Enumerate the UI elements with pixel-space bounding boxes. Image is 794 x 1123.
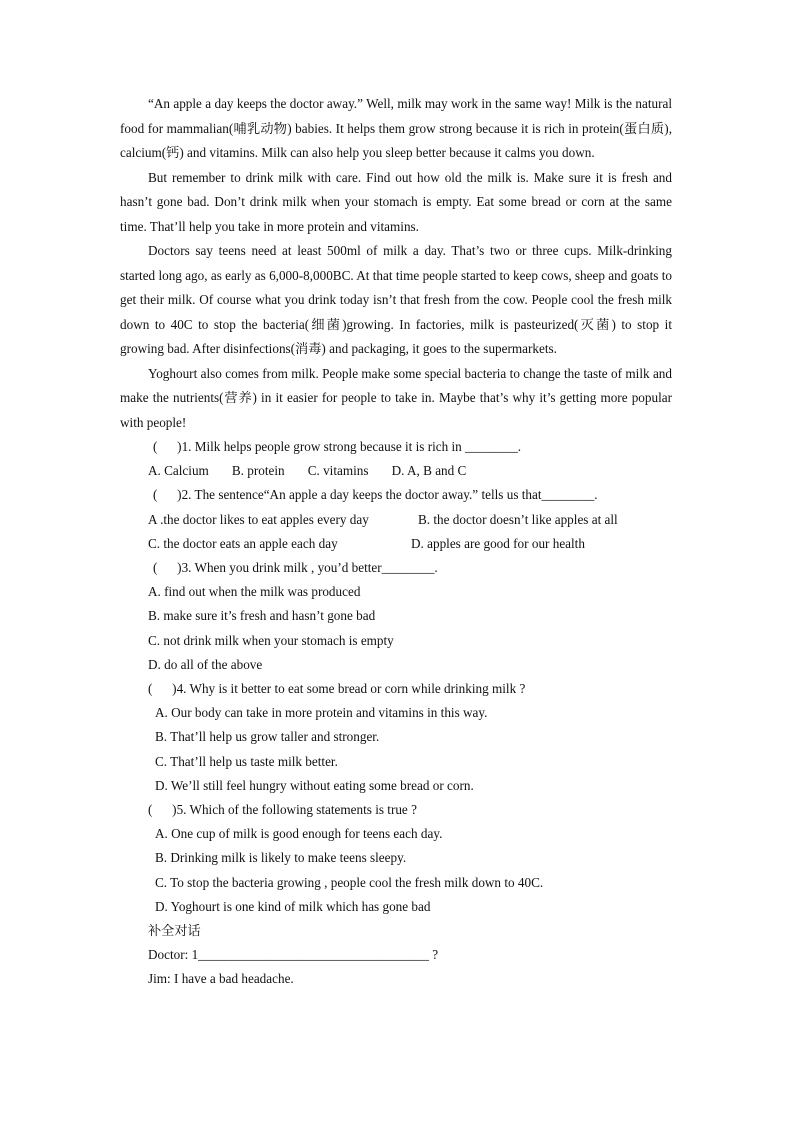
question-5-option-a: A. One cup of milk is good enough for teens each day. (155, 826, 443, 842)
question-5-stem: ( )5. Which of the following statements is true ? (148, 802, 417, 818)
dialogue-section (120, 919, 672, 992)
question-2 (120, 483, 672, 556)
question-3-option-c: C. not drink milk when your stomach is empty (148, 632, 394, 648)
question-2-option-b: B. the doctor doesn’t like apples at all (418, 511, 618, 527)
dialogue-heading: 补全对话 (148, 923, 201, 939)
question-4-stem: ( )4. Why is it better to eat some bread or corn while drinking milk ? (148, 681, 526, 697)
passage-paragraph-1: “An apple a day keeps the doctor away.” Well, milk may work in the same way! Milk is the natural food for mammalian(哺乳动物) babies. It helps them grow strong because it is rich in protein(蛋白质), calcium(钙) and vitamins. Milk can also help you sleep better because it calms you down. (120, 96, 672, 160)
question-5-option-d: D. Yoghourt is one kind of milk which has gone bad (155, 898, 431, 914)
question-5-option-b: B. Drinking milk is likely to make teens sleepy. (155, 850, 407, 866)
question-2-option-c: C. the doctor eats an apple each day (148, 535, 338, 551)
passage-paragraph-3: Doctors say teens need at least 500ml of milk a day. That’s two or three cups. Milk-drinking started long ago, as early as 6,000-8,000BC. At that time people started to keep cows, sheep and goats to get their milk. Of course what you drink today isn’t that fresh from the cow. People cool the fresh milk down to 40C to stop the bacteria(细菌)growing. In factories, milk is pasteurized(灭菌) to stop it growing bad. After disinfections(消毒) and packaging, it goes to the supermarkets. (120, 243, 672, 356)
question-4-option-a: A. Our body can take in more protein and vitamins in this way. (155, 705, 488, 721)
dialogue-line-jim: Jim: I have a bad headache. (148, 971, 294, 987)
question-5 (120, 798, 672, 919)
question-4-option-d: D. We’ll still feel hungry without eating some bread or corn. (155, 777, 474, 793)
question-3-option-d: D. do all of the above (148, 656, 263, 672)
question-1 (120, 435, 672, 483)
document-page (120, 92, 672, 992)
question-1-stem: ( )1. Milk helps people grow strong because it is rich in ________. (153, 439, 522, 454)
question-4-option-c: C. That’ll help us taste milk better. (155, 753, 338, 769)
question-3-option-a: A. find out when the milk was produced (148, 584, 361, 600)
question-3-option-b: B. make sure it’s fresh and hasn’t gone bad (148, 608, 376, 624)
dialogue-line-doctor: Doctor: 1___________________________________ ? (148, 947, 439, 963)
question-2-options-row-1 (120, 508, 672, 532)
question-3 (120, 556, 672, 677)
passage-paragraph-2: But remember to drink milk with care. Find out how old the milk is. Make sure it is fresh and hasn’t gone bad. Don’t drink milk when your stomach is empty. Eat some bread or corn at the same time. That’ll help you take in more protein and vitamins. (120, 169, 672, 234)
question-2-option-a: A .the doctor likes to eat apples every day (148, 511, 369, 527)
question-4-option-b: B. That’ll help us grow taller and stronger. (155, 729, 380, 745)
question-5-option-c: C. To stop the bacteria growing , people cool the fresh milk down to 40C. (155, 874, 544, 890)
question-3-stem: ( )3. When you drink milk , you’d better________. (153, 560, 438, 576)
question-4 (120, 677, 672, 798)
question-2-stem: ( )2. The sentence“An apple a day keeps the doctor away.” tells us that________. (153, 487, 598, 503)
question-1-options: A. Calcium B. protein C. vitamins D. A, B and C (148, 463, 467, 479)
question-2-option-d: D. apples are good for our health (411, 535, 585, 551)
passage-paragraph-4: Yoghourt also comes from milk. People make some special bacteria to change the taste of milk and make the nutrients(营养) in it easier for people to take in. Maybe that’s why it’s getting more popular with people! (120, 365, 672, 430)
question-2-options-row-2 (120, 532, 672, 556)
